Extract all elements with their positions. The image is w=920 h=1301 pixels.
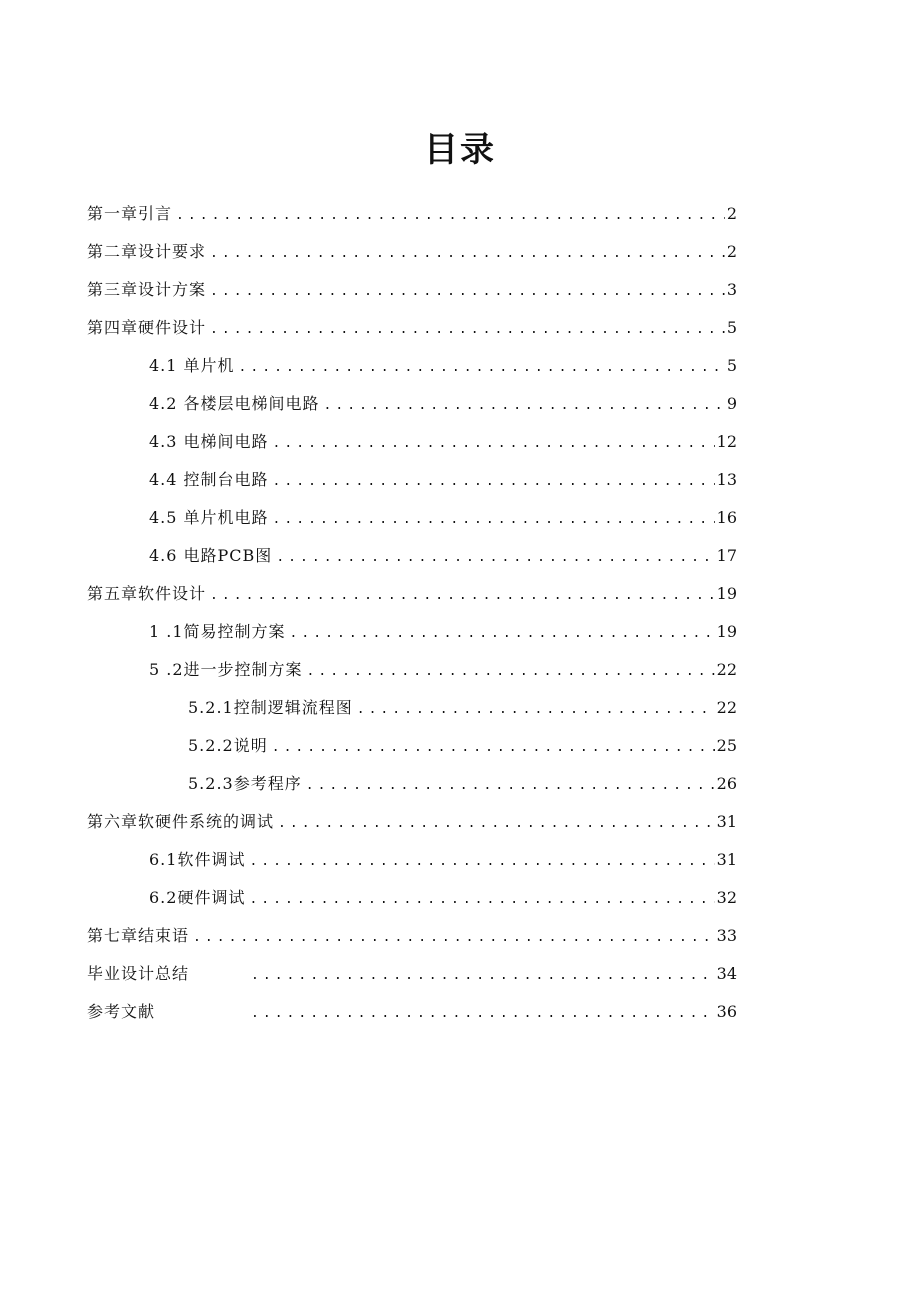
toc-entry-page: 25: [716, 736, 737, 755]
toc-entry-page: 22: [716, 698, 737, 717]
toc-entry[interactable]: [87, 271, 737, 309]
toc-entry[interactable]: [87, 917, 737, 955]
toc-entry[interactable]: [188, 765, 737, 803]
toc-leader-dots: [247, 957, 715, 995]
toc-entry-page: 33: [716, 926, 737, 945]
toc-entry-label: 第三章设计方案: [87, 280, 207, 299]
toc-leader-dots: [206, 311, 725, 349]
toc-entry-label: 第二章设计要求: [87, 242, 207, 261]
toc-entry-page: 12: [716, 432, 737, 451]
toc-entry-label: 4.4 控制台电路: [149, 470, 269, 489]
toc-entry[interactable]: [87, 309, 737, 347]
toc-entry[interactable]: [149, 879, 737, 917]
toc-entry-label: 4.3 电梯间电路: [149, 432, 269, 451]
toc-entry[interactable]: [87, 233, 737, 271]
toc-entry-page: 19: [716, 622, 737, 641]
toc-entry[interactable]: [87, 803, 737, 841]
toc-entry-page: 31: [716, 812, 737, 831]
toc-entry-page: 5: [726, 356, 737, 375]
toc-entry[interactable]: [188, 727, 737, 765]
toc-entry[interactable]: [87, 993, 737, 1031]
toc-entry-page: 22: [716, 660, 737, 679]
toc-entry-label: 4.6 电路PCB图: [149, 546, 273, 565]
toc-entry-page: 2: [726, 204, 737, 223]
toc-leader-dots: [206, 273, 725, 311]
toc-leader-dots: [303, 653, 715, 691]
toc-leader-dots: [247, 995, 715, 1033]
toc-title: 目录: [424, 130, 496, 170]
toc-entry[interactable]: [149, 461, 737, 499]
toc-entry-page: 17: [716, 546, 737, 565]
toc-entry[interactable]: [149, 347, 737, 385]
toc-entry-label: 毕业设计总结: [87, 964, 190, 983]
toc-entry-page: 9: [726, 394, 737, 413]
toc-entry[interactable]: [149, 499, 737, 537]
toc-entry-label: 参考文献: [87, 1002, 156, 1021]
toc-leader-dots: [353, 691, 715, 729]
toc-leader-dots: [320, 387, 725, 425]
toc-entry-page: 36: [716, 1002, 737, 1021]
toc-leader-dots: [206, 235, 725, 273]
toc-entry-label: 4.5 单片机电路: [149, 508, 269, 527]
toc-entry-label: 1 .1简易控制方案: [149, 622, 286, 641]
toc-entry-page: 26: [716, 774, 737, 793]
toc-leader-dots: [245, 881, 714, 919]
toc-leader-dots: [302, 767, 715, 805]
toc-leader-dots: [189, 919, 715, 957]
toc-entry[interactable]: [87, 955, 737, 993]
toc-entry-page: 2: [726, 242, 737, 261]
toc-leader-dots: [269, 501, 715, 539]
toc-leader-dots: [269, 463, 715, 501]
toc-entry-label: 5 .2进一步控制方案: [149, 660, 303, 679]
toc-entry-page: 5: [726, 318, 737, 337]
toc-entry-label: 4.2 各楼层电梯间电路: [149, 394, 320, 413]
toc-entry-page: 32: [716, 888, 737, 907]
toc-entry[interactable]: [87, 575, 737, 613]
toc-entry[interactable]: [149, 423, 737, 461]
toc-entry-label: 第一章引言: [87, 204, 173, 223]
toc-entry[interactable]: [149, 613, 737, 651]
toc-entry-label: 6.1软件调试: [149, 850, 246, 869]
toc-entry[interactable]: [149, 841, 737, 879]
toc-entry-label: 5.2.2说明: [188, 736, 268, 755]
toc-leader-dots: [272, 539, 714, 577]
toc-entry-label: 第七章结束语: [87, 926, 190, 945]
toc-entry[interactable]: [149, 385, 737, 423]
toc-entry-label: 5.2.1控制逻辑流程图: [188, 698, 353, 717]
toc-entry-page: 13: [716, 470, 737, 489]
toc-leader-dots: [286, 615, 715, 653]
toc-entry-page: 19: [716, 584, 737, 603]
toc-leader-dots: [206, 577, 715, 615]
toc-leader-dots: [274, 805, 715, 843]
toc-entry-page: 34: [716, 964, 737, 983]
toc-entry-page: 16: [716, 508, 737, 527]
toc-leader-dots: [245, 843, 714, 881]
toc-leader-dots: [172, 197, 725, 235]
toc-entry-label: 6.2硬件调试: [149, 888, 246, 907]
toc-leader-dots: [268, 729, 715, 767]
toc-entry[interactable]: [87, 195, 737, 233]
toc-entry[interactable]: [149, 537, 737, 575]
toc-leader-dots: [235, 349, 725, 387]
toc-entry-label: 5.2.3参考程序: [188, 774, 302, 793]
toc-entry-page: 3: [726, 280, 737, 299]
toc-entry[interactable]: [149, 651, 737, 689]
toc-entry-page: 31: [716, 850, 737, 869]
toc-entry-label: 4.1 单片机: [149, 356, 235, 375]
toc-entry-label: 第四章硬件设计: [87, 318, 207, 337]
toc-entry[interactable]: [188, 689, 737, 727]
toc-leader-dots: [269, 425, 715, 463]
toc-entry-label: 第五章软件设计: [87, 584, 207, 603]
toc-entry-label: 第六章软硬件系统的调试: [87, 812, 275, 831]
